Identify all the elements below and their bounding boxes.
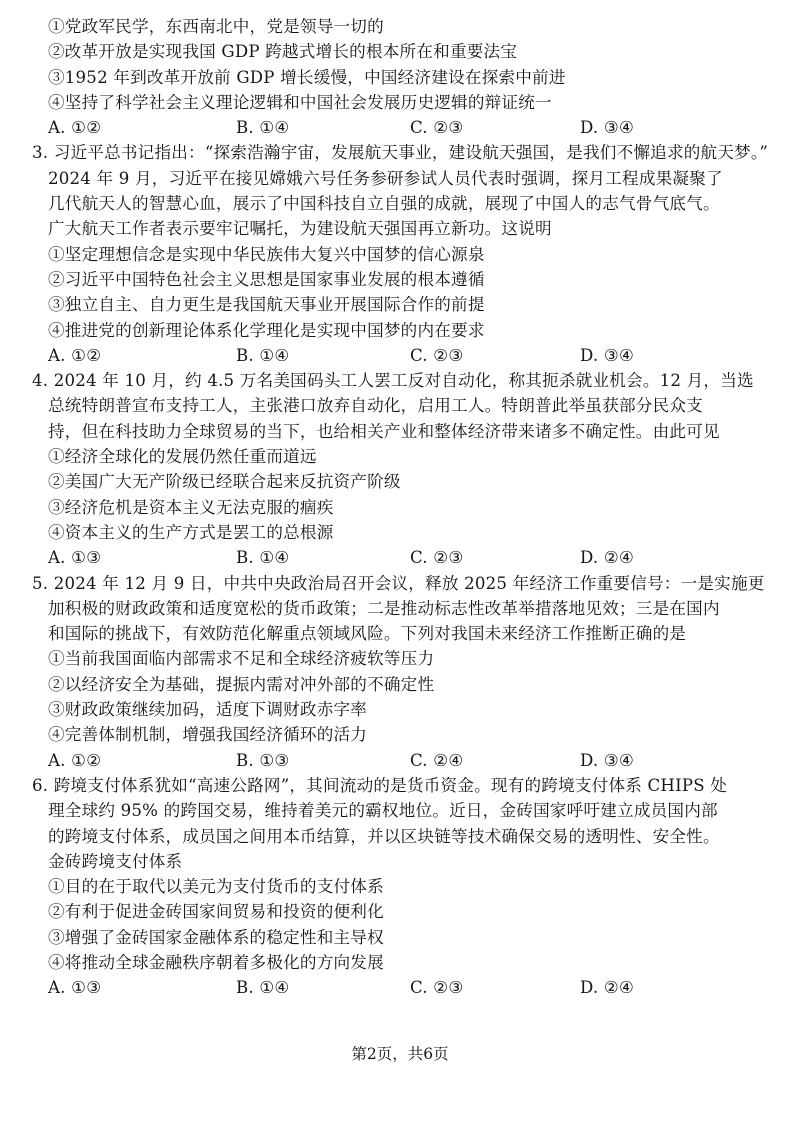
choice-a: A. ①② <box>48 118 102 138</box>
choice-c: C. ②③ <box>410 978 464 998</box>
choice-b: B. ①③ <box>236 750 290 770</box>
option-2: ②以经济安全为基础，提振内需对冲外部的不确定性 <box>48 674 435 694</box>
option-2: ②习近平中国特色社会主义思想是国家事业发展的根本遵循 <box>48 269 485 289</box>
answer-choices <box>32 115 772 140</box>
choice-d: D. ②④ <box>580 548 635 568</box>
question-3 <box>32 140 772 368</box>
question-stem-line: 4. 2024 年 10 月，约 4.5 万名美国码头工人罢工反对自动化，称其扼杀就业机会。12 月，当选 <box>32 371 754 391</box>
option-1: ①党政军民学，东西南北中，党是领导一切的 <box>48 17 384 36</box>
option-3: ③增强了金砖国家金融体系的稳定性和主导权 <box>48 927 384 947</box>
question-stem-line: 几代航天人的智慧心血，展示了中国科技自立自强的成就，展现了中国人的志气骨气底气。 <box>48 194 720 214</box>
question-stem-line: 广大航天工作者表示要牢记嘱托，为建设航天强国再立新功。这说明 <box>48 219 552 239</box>
answer-choices <box>32 748 772 773</box>
question-stem-line: 总统特朗普宣布支持工人，主张港口放弃自动化，启用工人。特朗普此举虽获部分民众支 <box>48 396 703 416</box>
option-1: ①坚定理想信念是实现中华民族伟大复兴中国梦的信心源泉 <box>48 244 485 264</box>
choice-d: D. ③④ <box>580 345 635 365</box>
option-1: ①目的在于取代以美元为支付货币的支付体系 <box>48 877 384 897</box>
option-4: ④坚持了科学社会主义理论逻辑和中国社会发展历史逻辑的辩证统一 <box>48 92 552 112</box>
option-3: ③1952 年到改革开放前 GDP 增长缓慢，中国经济建设在探索中前进 <box>48 67 566 87</box>
question-stem-line: 和国际的挑战下，有效防范化解重点领域风险。下列对我国未来经济工作推断正确的是 <box>48 624 687 644</box>
option-2: ②改革开放是实现我国 GDP 跨越式增长的根本所在和重要法宝 <box>48 42 518 62</box>
choice-c: C. ②③ <box>410 548 464 568</box>
answer-choices <box>32 975 772 1000</box>
choice-b: B. ①④ <box>236 548 290 568</box>
choice-c: C. ②③ <box>410 118 464 138</box>
question-4 <box>32 368 772 570</box>
option-3: ③经济危机是资本主义无法克服的痼疾 <box>48 497 334 517</box>
option-1: ①经济全球化的发展仍然任重而道远 <box>48 447 317 467</box>
option-2: ②美国广大无产阶级已经联合起来反抗资产阶级 <box>48 472 401 492</box>
page-content <box>32 14 772 1001</box>
choice-d: D. ②④ <box>580 978 635 998</box>
choice-a: A. ①② <box>48 750 102 770</box>
option-1: ①当前我国面临内部需求不足和全球经济疲软等压力 <box>48 649 435 669</box>
question-stem-line: 持，但在科技助力全球贸易的当下，也给相关产业和整体经济带来诸多不确定性。由此可见 <box>48 421 720 441</box>
choice-a: A. ①③ <box>48 548 102 568</box>
choice-c: C. ②③ <box>410 345 464 365</box>
option-3: ③财政政策继续加码，适度下调财政赤字率 <box>48 700 368 720</box>
option-3: ③独立自主、自力更生是我国航天事业开展国际合作的前提 <box>48 295 485 315</box>
option-4: ④资本主义的生产方式是罢工的总根源 <box>48 522 334 542</box>
page-number-footer: 第2页，共6页 <box>351 1045 449 1063</box>
question-stem-line: 5. 2024 年 12 月 9 日，中共中央政治局召开会议，释放 2025 年经济工作重要信号：一是实施更 <box>32 573 765 593</box>
choice-b: B. ①④ <box>236 345 290 365</box>
option-2: ②有利于促进金砖国家间贸易和投资的便利化 <box>48 902 384 922</box>
question-stem-line: 6. 跨境支付体系犹如“高速公路网”，其间流动的是货币资金。现有的跨境支付体系 CHIPS 处 <box>32 775 728 795</box>
question-stem-line: 2024 年 9 月，习近平在接见嫦娥六号任务参研参试人员代表时强调，探月工程成果凝聚了 <box>48 168 723 188</box>
option-4: ④将推动全球金融秩序朝着多极化的方向发展 <box>48 952 384 972</box>
choice-b: B. ①④ <box>236 978 290 998</box>
choice-c: C. ②④ <box>410 750 464 770</box>
question-stem-line: 加积极的财政政策和适度宽松的货币政策；二是推动标志性改革举措落地见效；三是在国内 <box>48 598 720 618</box>
question-5 <box>32 571 772 773</box>
question-stem-line: 3. 习近平总书记指出：“探索浩瀚宇宙，发展航天事业，建设航天强国，是我们不懈追求的航天梦。” <box>32 143 769 163</box>
choice-d: D. ③④ <box>580 750 635 770</box>
question-stem-line: 的跨境支付体系，成员国之间用本币结算，并以区块链等技术确保交易的透明性、安全性。 <box>48 826 720 846</box>
choice-a: A. ①③ <box>48 978 102 998</box>
question-6 <box>32 773 772 1001</box>
question-2-continued <box>32 14 772 140</box>
option-4: ④推进党的创新理论体系化学理化是实现中国梦的内在要求 <box>48 320 485 340</box>
answer-choices <box>32 343 772 368</box>
answer-choices <box>32 545 772 570</box>
choice-b: B. ①④ <box>236 118 290 138</box>
option-4: ④完善体制机制，增强我国经济循环的活力 <box>48 725 368 745</box>
question-stem-line: 理全球约 95% 的跨国交易，维持着美元的霸权地位。近日，金砖国家呼吁建立成员国内部 <box>48 801 718 821</box>
question-stem-line: 金砖跨境支付体系 <box>48 851 183 871</box>
choice-d: D. ③④ <box>580 118 635 138</box>
choice-a: A. ①② <box>48 345 102 365</box>
